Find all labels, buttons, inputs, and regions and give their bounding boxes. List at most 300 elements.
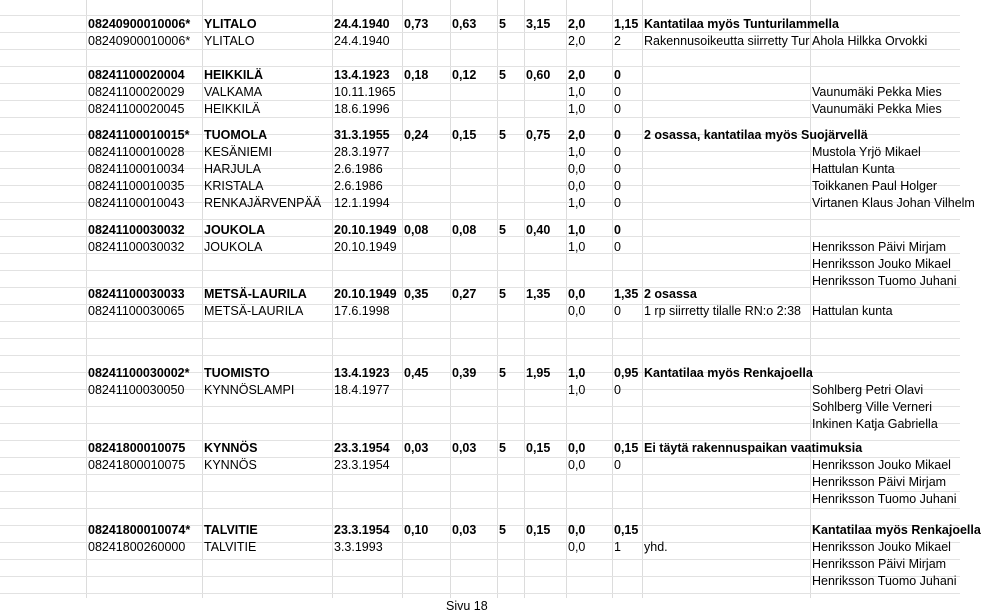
- cell-omistaja: [812, 127, 960, 144]
- cell-kerroin: [499, 195, 526, 212]
- cell-omistaja: [812, 365, 960, 382]
- cell-tilan-nimi: [204, 416, 334, 433]
- cell-kerroin: [499, 491, 526, 508]
- cell-omistaja: Hattulan kunta: [812, 304, 893, 318]
- cell-rakennusoikeus: 0,39: [452, 366, 477, 380]
- cell-pinta-ala: [404, 84, 452, 101]
- cell-tilan-nimi: VALKAMA: [204, 85, 263, 99]
- cell-a-arvo: [568, 416, 614, 433]
- cell-b-arvo: 0: [614, 458, 621, 472]
- cell-rekisteroity: [334, 399, 404, 416]
- cell-huomautus: Kantatilaa myös Tunturilammella: [644, 17, 839, 31]
- cell-laskettu: [526, 399, 568, 416]
- cell-laskettu: 0,15: [526, 523, 551, 537]
- cell-b-arvo: 0: [614, 383, 621, 397]
- cell-omistaja: Henriksson Päivi Mirjam: [812, 240, 947, 254]
- cell-kerroin: 5: [499, 17, 506, 31]
- cell-kiinteistotunnus: 08241100010034: [88, 162, 185, 176]
- cell-a-arvo: 1,0: [568, 145, 586, 159]
- cell-rakennusoikeus: [452, 457, 499, 474]
- cell-tilan-nimi: KESÄNIEMI: [204, 145, 273, 159]
- cell-rekisteroity: [334, 491, 404, 508]
- cell-tilan-nimi: YLITALO: [204, 17, 257, 31]
- cell-kiinteistotunnus: 08241100030032: [88, 223, 185, 237]
- cell-tilan-nimi: HEIKKILÄ: [204, 102, 261, 116]
- cell-pinta-ala: [404, 457, 452, 474]
- table-row: [0, 239, 960, 256]
- cell-rekisteroity: [334, 50, 404, 67]
- cell-omistaja: [812, 222, 960, 239]
- cell-rekisteroity: 2.6.1986: [334, 179, 383, 193]
- cell-kerroin: [499, 144, 526, 161]
- cell-a-arvo: 2,0: [568, 68, 586, 82]
- cell-pinta-ala: [404, 337, 452, 354]
- cell-omistaja: Mustola Yrjö Mikael: [812, 145, 921, 159]
- cell-omistaja: Henriksson Tuomo Juhani: [812, 274, 957, 288]
- table-row: [0, 382, 960, 399]
- cell-kiinteistotunnus: 08241100030002*: [88, 366, 190, 380]
- cell-b-arvo: 2: [614, 34, 621, 48]
- cell-rekisteroity: [334, 573, 404, 590]
- cell-a-arvo: 1,0: [568, 102, 586, 116]
- cell-kerroin: [499, 50, 526, 67]
- table-row: [0, 416, 960, 433]
- cell-rakennusoikeus: [452, 256, 499, 273]
- cell-laskettu: [526, 101, 568, 118]
- cell-tilan-nimi: JOUKOLA: [204, 223, 266, 237]
- cell-rekisteroity: 10.11.1965: [334, 85, 396, 99]
- table-row: [0, 16, 960, 33]
- cell-pinta-ala: 0,18: [404, 68, 429, 82]
- cell-rekisteroity: [334, 474, 404, 491]
- cell-b-arvo: [614, 337, 644, 354]
- cell-tilan-nimi: JOUKOLA: [204, 240, 263, 254]
- cell-a-arvo: 0,0: [568, 441, 586, 455]
- cell-kerroin: [499, 457, 526, 474]
- cell-rakennusoikeus: [452, 539, 499, 556]
- cell-rekisteroity: [334, 556, 404, 573]
- cell-b-arvo: 1,15: [614, 17, 639, 31]
- table-row: [0, 101, 960, 118]
- cell-rakennusoikeus: [452, 474, 499, 491]
- cell-rakennusoikeus: 0,03: [452, 441, 477, 455]
- cell-kiinteistotunnus: 08241100030033: [88, 287, 185, 301]
- cell-kerroin: [499, 303, 526, 320]
- cell-a-arvo: 0,0: [568, 179, 586, 193]
- cell-omistaja: [812, 67, 960, 84]
- cell-rakennusoikeus: [452, 399, 499, 416]
- cell-pinta-ala: 0,24: [404, 128, 429, 142]
- table-row: [0, 84, 960, 101]
- cell-huomautus: Kantatilaa myös Renkajoella: [644, 366, 813, 380]
- grid-row-line: [0, 593, 960, 594]
- cell-laskettu: 0,40: [526, 223, 551, 237]
- cell-laskettu: [526, 178, 568, 195]
- cell-a-arvo: 0,0: [568, 304, 586, 318]
- cell-kiinteistotunnus: 08241100010035: [88, 179, 185, 193]
- table-row: [0, 161, 960, 178]
- cell-rekisteroity: [334, 416, 404, 433]
- table-row: [0, 522, 981, 539]
- table-row: [0, 222, 960, 239]
- cell-a-arvo: 2,0: [568, 17, 586, 31]
- table-row: [0, 365, 960, 382]
- cell-rakennusoikeus: [452, 101, 499, 118]
- cell-kiinteistotunnus: [88, 320, 204, 337]
- cell-a-arvo: 1,0: [568, 85, 586, 99]
- cell-rakennusoikeus: [452, 573, 499, 590]
- cell-rekisteroity: 23.3.1954: [334, 523, 390, 537]
- cell-kiinteistotunnus: [88, 556, 204, 573]
- cell-b-arvo: 0: [614, 196, 621, 210]
- cell-rakennusoikeus: [452, 239, 499, 256]
- cell-tilan-nimi: [204, 474, 334, 491]
- cell-kiinteistotunnus: 08241100030050: [88, 383, 185, 397]
- cell-laskettu: 3,15: [526, 17, 551, 31]
- cell-omistaja: [812, 320, 960, 337]
- cell-b-arvo: [614, 256, 644, 273]
- table-row: [0, 320, 960, 337]
- cell-rekisteroity: 20.10.1949: [334, 223, 397, 237]
- cell-laskettu: [526, 239, 568, 256]
- cell-kiinteistotunnus: 08240900010006*: [88, 34, 191, 48]
- cell-rekisteroity: 2.6.1986: [334, 162, 383, 176]
- table-row: [0, 440, 960, 457]
- cell-rakennusoikeus: [452, 491, 499, 508]
- cell-omistaja: Henriksson Jouko Mikael: [812, 257, 951, 271]
- cell-kerroin: [499, 556, 526, 573]
- cell-pinta-ala: 0,45: [404, 366, 429, 380]
- cell-pinta-ala: [404, 50, 452, 67]
- cell-kiinteistotunnus: 08241100030065: [88, 304, 185, 318]
- table-row: [0, 33, 960, 50]
- cell-pinta-ala: [404, 101, 452, 118]
- cell-kiinteistotunnus: 08241800010074*: [88, 523, 191, 537]
- cell-pinta-ala: [404, 573, 452, 590]
- cell-rakennusoikeus: 0,63: [452, 17, 477, 31]
- cell-rekisteroity: 12.1.1994: [334, 196, 390, 210]
- cell-kerroin: [499, 573, 526, 590]
- cell-laskettu: [526, 539, 568, 556]
- cell-omistaja: Henriksson Päivi Mirjam: [812, 475, 947, 489]
- cell-omistaja: Inkinen Katja Gabriella: [812, 417, 938, 431]
- cell-b-arvo: 0: [614, 145, 621, 159]
- cell-kerroin: [499, 239, 526, 256]
- cell-pinta-ala: [404, 303, 452, 320]
- cell-a-arvo: 1,0: [568, 223, 586, 237]
- cell-a-arvo: [568, 256, 614, 273]
- cell-kerroin: 5: [499, 441, 506, 455]
- cell-kiinteistotunnus: 08241100010015*: [88, 128, 190, 142]
- cell-kerroin: 5: [499, 128, 506, 142]
- cell-kerroin: [499, 178, 526, 195]
- cell-b-arvo: 0: [614, 128, 621, 142]
- cell-laskettu: [526, 382, 568, 399]
- cell-rakennusoikeus: [452, 303, 499, 320]
- cell-b-arvo: 0: [614, 162, 621, 176]
- cell-laskettu: 0,60: [526, 68, 551, 82]
- cell-laskettu: [526, 195, 568, 212]
- cell-kerroin: [499, 474, 526, 491]
- cell-kerroin: [499, 256, 526, 273]
- table-row: [0, 573, 960, 590]
- cell-rekisteroity: [334, 256, 404, 273]
- cell-b-arvo: 0: [614, 179, 621, 193]
- cell-omistaja: [812, 337, 960, 354]
- cell-a-arvo: 1,0: [568, 196, 586, 210]
- cell-kiinteistotunnus: 08241100020029: [88, 85, 185, 99]
- cell-huomautus: yhd.: [644, 540, 668, 554]
- cell-rekisteroity: 28.3.1977: [334, 145, 390, 159]
- cell-b-arvo: 0: [614, 240, 621, 254]
- table-row: [0, 144, 960, 161]
- cell-kiinteistotunnus: [88, 50, 204, 67]
- table-row: [0, 399, 960, 416]
- cell-kiinteistotunnus: 08241100010043: [88, 196, 185, 210]
- cell-laskettu: [526, 457, 568, 474]
- cell-kiinteistotunnus: 08241100020045: [88, 102, 185, 116]
- cell-kerroin: [499, 161, 526, 178]
- table-row: [0, 491, 960, 508]
- cell-rekisteroity: 13.4.1923: [334, 366, 390, 380]
- cell-b-arvo: 1: [614, 540, 621, 554]
- cell-b-arvo: 0: [614, 85, 621, 99]
- cell-tilan-nimi: [204, 573, 334, 590]
- cell-a-arvo: 0,0: [568, 458, 586, 472]
- cell-b-arvo: [614, 399, 644, 416]
- cell-pinta-ala: [404, 416, 452, 433]
- cell-a-arvo: [568, 491, 614, 508]
- cell-laskettu: [526, 144, 568, 161]
- cell-a-arvo: [568, 320, 614, 337]
- cell-kerroin: [499, 84, 526, 101]
- cell-b-arvo: [614, 573, 644, 590]
- cell-laskettu: [526, 416, 568, 433]
- cell-laskettu: [526, 33, 568, 50]
- page-footer: Sivu 18: [446, 599, 488, 613]
- cell-pinta-ala: 0,73: [404, 17, 429, 31]
- cell-rekisteroity: 24.4.1940: [334, 34, 390, 48]
- cell-a-arvo: 2,0: [568, 34, 586, 48]
- table-row: [0, 303, 960, 320]
- cell-b-arvo: [614, 320, 644, 337]
- cell-omistaja: [812, 286, 960, 303]
- cell-tilan-nimi: TALVITIE: [204, 523, 258, 537]
- cell-rakennusoikeus: [452, 33, 499, 50]
- cell-kerroin: 5: [499, 68, 506, 82]
- cell-rakennusoikeus: 0,27: [452, 287, 477, 301]
- cell-kerroin: 5: [499, 287, 506, 301]
- cell-tilan-nimi: KYNNÖSLAMPI: [204, 383, 295, 397]
- cell-omistaja: Ahola Hilkka Orvokki: [812, 34, 928, 48]
- cell-rakennusoikeus: [452, 556, 499, 573]
- cell-kiinteistotunnus: 08241100010028: [88, 145, 185, 159]
- table-row: [0, 67, 960, 84]
- cell-pinta-ala: [404, 399, 452, 416]
- cell-kiinteistotunnus: 08241800260000: [88, 540, 186, 554]
- cell-laskettu: [526, 161, 568, 178]
- cell-a-arvo: [568, 337, 614, 354]
- cell-rakennusoikeus: [452, 337, 499, 354]
- cell-laskettu: 0,15: [526, 441, 551, 455]
- table-row: [0, 50, 960, 67]
- cell-tilan-nimi: METSÄ-LAURILA: [204, 304, 304, 318]
- cell-kerroin: [499, 320, 526, 337]
- cell-tilan-nimi: HARJULA: [204, 162, 261, 176]
- cell-tilan-nimi: RENKAJÄRVENPÄÄ: [204, 196, 322, 210]
- cell-rekisteroity: 31.3.1955: [334, 128, 390, 142]
- cell-laskettu: [526, 491, 568, 508]
- cell-kerroin: [499, 416, 526, 433]
- cell-tilan-nimi: METSÄ-LAURILA: [204, 287, 307, 301]
- cell-tilan-nimi: HEIKKILÄ: [204, 68, 264, 82]
- cell-a-arvo: [568, 573, 614, 590]
- cell-rakennusoikeus: [452, 84, 499, 101]
- cell-a-arvo: 1,0: [568, 366, 586, 380]
- cell-kerroin: [499, 382, 526, 399]
- cell-rakennusoikeus: [452, 178, 499, 195]
- table-row: [0, 286, 960, 303]
- table-row: [0, 474, 960, 491]
- cell-tilan-nimi: [204, 399, 334, 416]
- cell-huomautus: 1 rp siirretty tilalle RN:o 2:38: [644, 304, 802, 318]
- cell-rekisteroity: 3.3.1993: [334, 540, 383, 554]
- cell-rekisteroity: 17.6.1998: [334, 304, 390, 318]
- cell-kiinteistotunnus: [88, 573, 204, 590]
- cell-pinta-ala: [404, 178, 452, 195]
- cell-pinta-ala: 0,08: [404, 223, 429, 237]
- cell-laskettu: [526, 256, 568, 273]
- cell-huomautus: 2 osassa: [644, 287, 697, 301]
- cell-omistaja: Henriksson Jouko Mikael: [812, 458, 951, 472]
- cell-pinta-ala: 0,10: [404, 523, 429, 537]
- cell-pinta-ala: [404, 161, 452, 178]
- cell-omistaja: Toikkanen Paul Holger: [812, 179, 938, 193]
- cell-pinta-ala: [404, 320, 452, 337]
- cell-pinta-ala: 0,35: [404, 287, 429, 301]
- table-row: [0, 337, 960, 354]
- cell-rakennusoikeus: [452, 195, 499, 212]
- cell-omistaja: Sohlberg Ville Verneri: [812, 400, 932, 414]
- cell-omistaja: Henriksson Tuomo Juhani: [812, 574, 957, 588]
- cell-tilan-nimi: [204, 256, 334, 273]
- cell-a-arvo: 0,0: [568, 162, 586, 176]
- cell-pinta-ala: [404, 239, 452, 256]
- cell-laskettu: [526, 50, 568, 67]
- cell-rekisteroity: 20.10.1949: [334, 240, 397, 254]
- cell-laskettu: [526, 573, 568, 590]
- cell-b-arvo: 0,15: [614, 441, 639, 455]
- cell-omistaja: Sohlberg Petri Olavi: [812, 383, 924, 397]
- cell-kerroin: [499, 337, 526, 354]
- cell-pinta-ala: [404, 556, 452, 573]
- cell-a-arvo: 0,0: [568, 287, 586, 301]
- cell-a-arvo: [568, 399, 614, 416]
- cell-tilan-nimi: KRISTALA: [204, 179, 264, 193]
- grid-row-line: [0, 355, 960, 356]
- cell-omistaja: Vaunumäki Pekka Mies: [812, 85, 942, 99]
- cell-rekisteroity: 18.4.1977: [334, 383, 390, 397]
- cell-rakennusoikeus: 0,12: [452, 68, 477, 82]
- cell-rakennusoikeus: [452, 382, 499, 399]
- cell-omistaja: Henriksson Jouko Mikael: [812, 540, 951, 554]
- cell-b-arvo: 0,95: [614, 366, 639, 380]
- cell-pinta-ala: [404, 491, 452, 508]
- cell-kerroin: [499, 101, 526, 118]
- cell-rakennusoikeus: [452, 416, 499, 433]
- cell-b-arvo: 0: [614, 68, 621, 82]
- cell-tilan-nimi: TUOMISTO: [204, 366, 270, 380]
- cell-tilan-nimi: [204, 491, 334, 508]
- cell-laskettu: [526, 337, 568, 354]
- cell-omistaja: Henriksson Tuomo Juhani: [812, 492, 957, 506]
- cell-a-arvo: [568, 50, 614, 67]
- cell-a-arvo: 1,0: [568, 383, 586, 397]
- cell-rekisteroity: 18.6.1996: [334, 102, 390, 116]
- cell-kerroin: [499, 399, 526, 416]
- cell-pinta-ala: [404, 539, 452, 556]
- cell-pinta-ala: [404, 144, 452, 161]
- cell-kerroin: 5: [499, 366, 506, 380]
- cell-rakennusoikeus: 0,15: [452, 128, 477, 142]
- cell-tilan-nimi: TUOMOLA: [204, 128, 268, 142]
- cell-kiinteistotunnus: [88, 256, 204, 273]
- cell-a-arvo: 2,0: [568, 128, 586, 142]
- cell-kiinteistotunnus: [88, 337, 204, 354]
- cell-laskettu: 1,35: [526, 287, 551, 301]
- cell-omistaja: Henriksson Päivi Mirjam: [812, 557, 947, 571]
- cell-kiinteistotunnus: 08241100030032: [88, 240, 185, 254]
- table-row: [0, 127, 960, 144]
- cell-tilan-nimi: TALVITIE: [204, 540, 257, 554]
- cell-rekisteroity: [334, 337, 404, 354]
- cell-b-arvo: [614, 556, 644, 573]
- table-row: [0, 457, 960, 474]
- cell-rakennusoikeus: [452, 50, 499, 67]
- cell-kiinteistotunnus: 08241800010075: [88, 458, 186, 472]
- table-row: [0, 178, 960, 195]
- cell-pinta-ala: [404, 33, 452, 50]
- cell-laskettu: [526, 303, 568, 320]
- cell-a-arvo: 0,0: [568, 523, 586, 537]
- cell-tilan-nimi: KYNNÖS: [204, 441, 258, 455]
- cell-kiinteistotunnus: [88, 399, 204, 416]
- cell-b-arvo: 0: [614, 304, 621, 318]
- cell-rakennusoikeus: [452, 320, 499, 337]
- cell-b-arvo: 0: [614, 223, 621, 237]
- cell-b-arvo: [614, 50, 644, 67]
- cell-b-arvo: [614, 474, 644, 491]
- cell-kiinteistotunnus: [88, 416, 204, 433]
- cell-b-arvo: [614, 491, 644, 508]
- cell-pinta-ala: [404, 195, 452, 212]
- cell-rekisteroity: 23.3.1954: [334, 458, 390, 472]
- cell-a-arvo: [568, 474, 614, 491]
- cell-laskettu: [526, 84, 568, 101]
- cell-huomautus: 2 osassa, kantatilaa myös Suojärvellä: [644, 128, 868, 142]
- cell-kiinteistotunnus: [88, 491, 204, 508]
- cell-omistaja: Hattulan Kunta: [812, 162, 895, 176]
- cell-tilan-nimi: [204, 320, 334, 337]
- cell-laskettu: 1,95: [526, 366, 551, 380]
- cell-pinta-ala: [404, 382, 452, 399]
- cell-tilan-nimi: [204, 556, 334, 573]
- cell-pinta-ala: 0,03: [404, 441, 429, 455]
- cell-laskettu: [526, 320, 568, 337]
- cell-laskettu: [526, 556, 568, 573]
- cell-omistaja: [812, 50, 960, 67]
- cell-rakennusoikeus: 0,03: [452, 523, 477, 537]
